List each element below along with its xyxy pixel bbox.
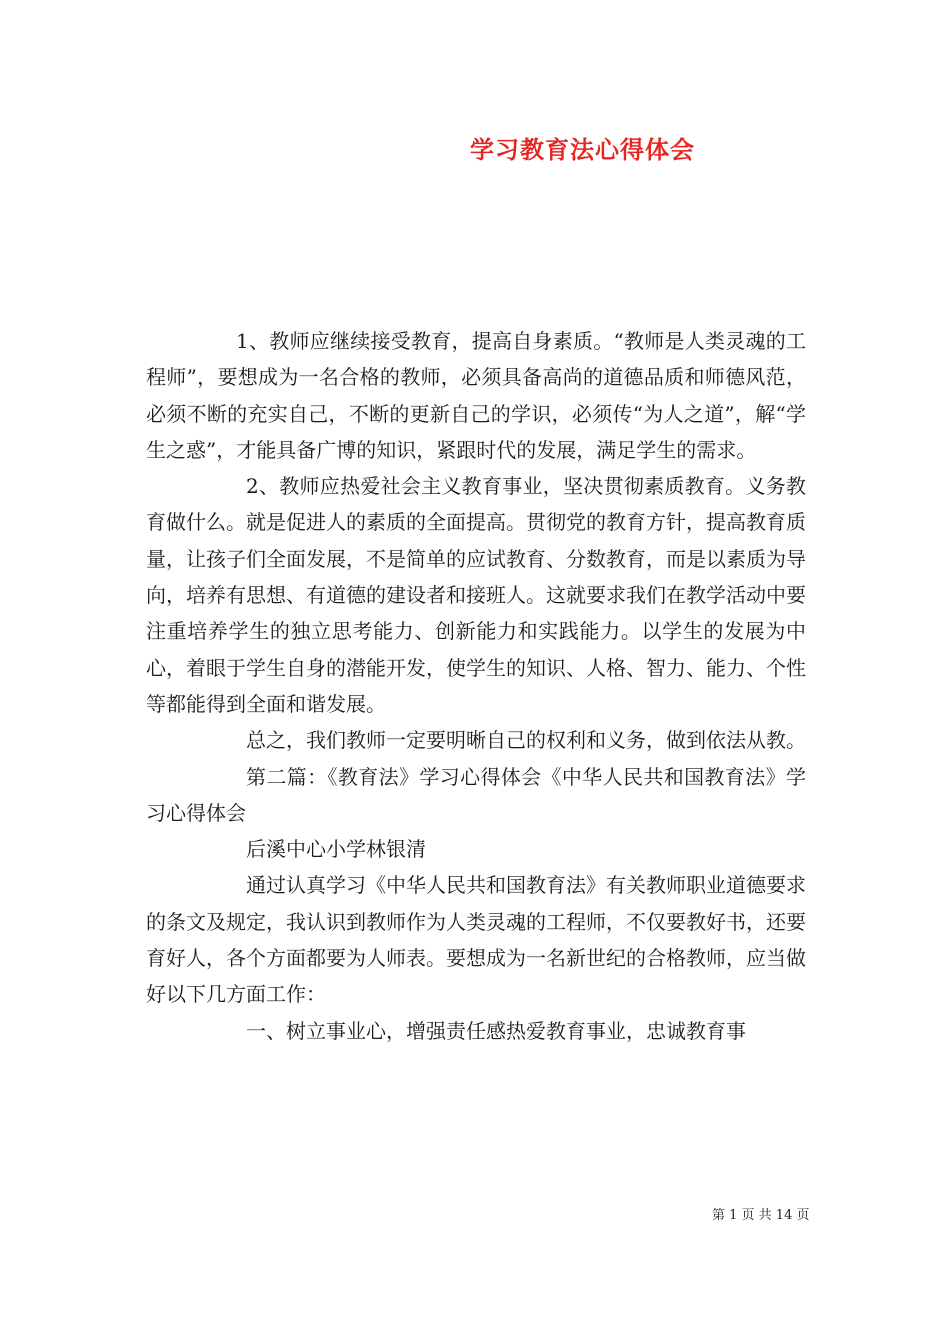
paragraph-1: 1、教师应继续接受教育，提高自身素质。“教师是人类灵魂的工程师”，要想成为一名合格的教师，必须具备高尚的道德品质和师德风范，必须不断的充实自己，不断的更新自己的学识，必须传“为人之道”，解“学生之惑”，才能具备广博的知识，紧跟时代的发展，满足学生的需求。	[146, 329, 806, 462]
page-number-footer: 第 1 页 共 14 页	[712, 1208, 810, 1223]
document-body	[146, 323, 806, 1049]
paragraph-2: 2、教师应热爱社会主义教育事业，坚决贯彻素质教育。义务教育做什么。就是促进人的素质的全面提高。贯彻党的教育方针，提高教育质量，让孩子们全面发展，不是简单的应试教育、分数教育，而是以素质为导向，培养有思想、有道德的建设者和接班人。这就要求我们在教学活动中要注重培养学生的独立思考能力、创新能力和实践能力。以学生的发展为中心，着眼于学生自身的潜能开发，使学生的知识、人格、智力、能力、个性等都能得到全面和谐发展。	[146, 474, 806, 716]
paragraph-point-1: 一、树立事业心，增强责任感热爱教育事业，忠诚教育事	[246, 1018, 746, 1043]
paragraph-conclusion: 总之，我们教师一定要明晰自己的权利和义务，做到依法从教。	[246, 728, 806, 753]
section-heading: 第二篇：《教育法》学习心得体会《中华人民共和国教育法》学习心得体会	[146, 764, 806, 825]
document-title: 学习教育法心得体会	[470, 135, 695, 164]
paragraph-intro: 通过认真学习《中华人民共和国教育法》有关教师职业道德要求的条文及规定，我认识到教师作为人类灵魂的工程师，不仅要教好书，还要育好人，各个方面都要为人师表。要想成为一名新世纪的合格教师，应当做好以下几方面工作：	[146, 873, 806, 1007]
author-line: 后溪中心小学林银清	[246, 837, 426, 862]
